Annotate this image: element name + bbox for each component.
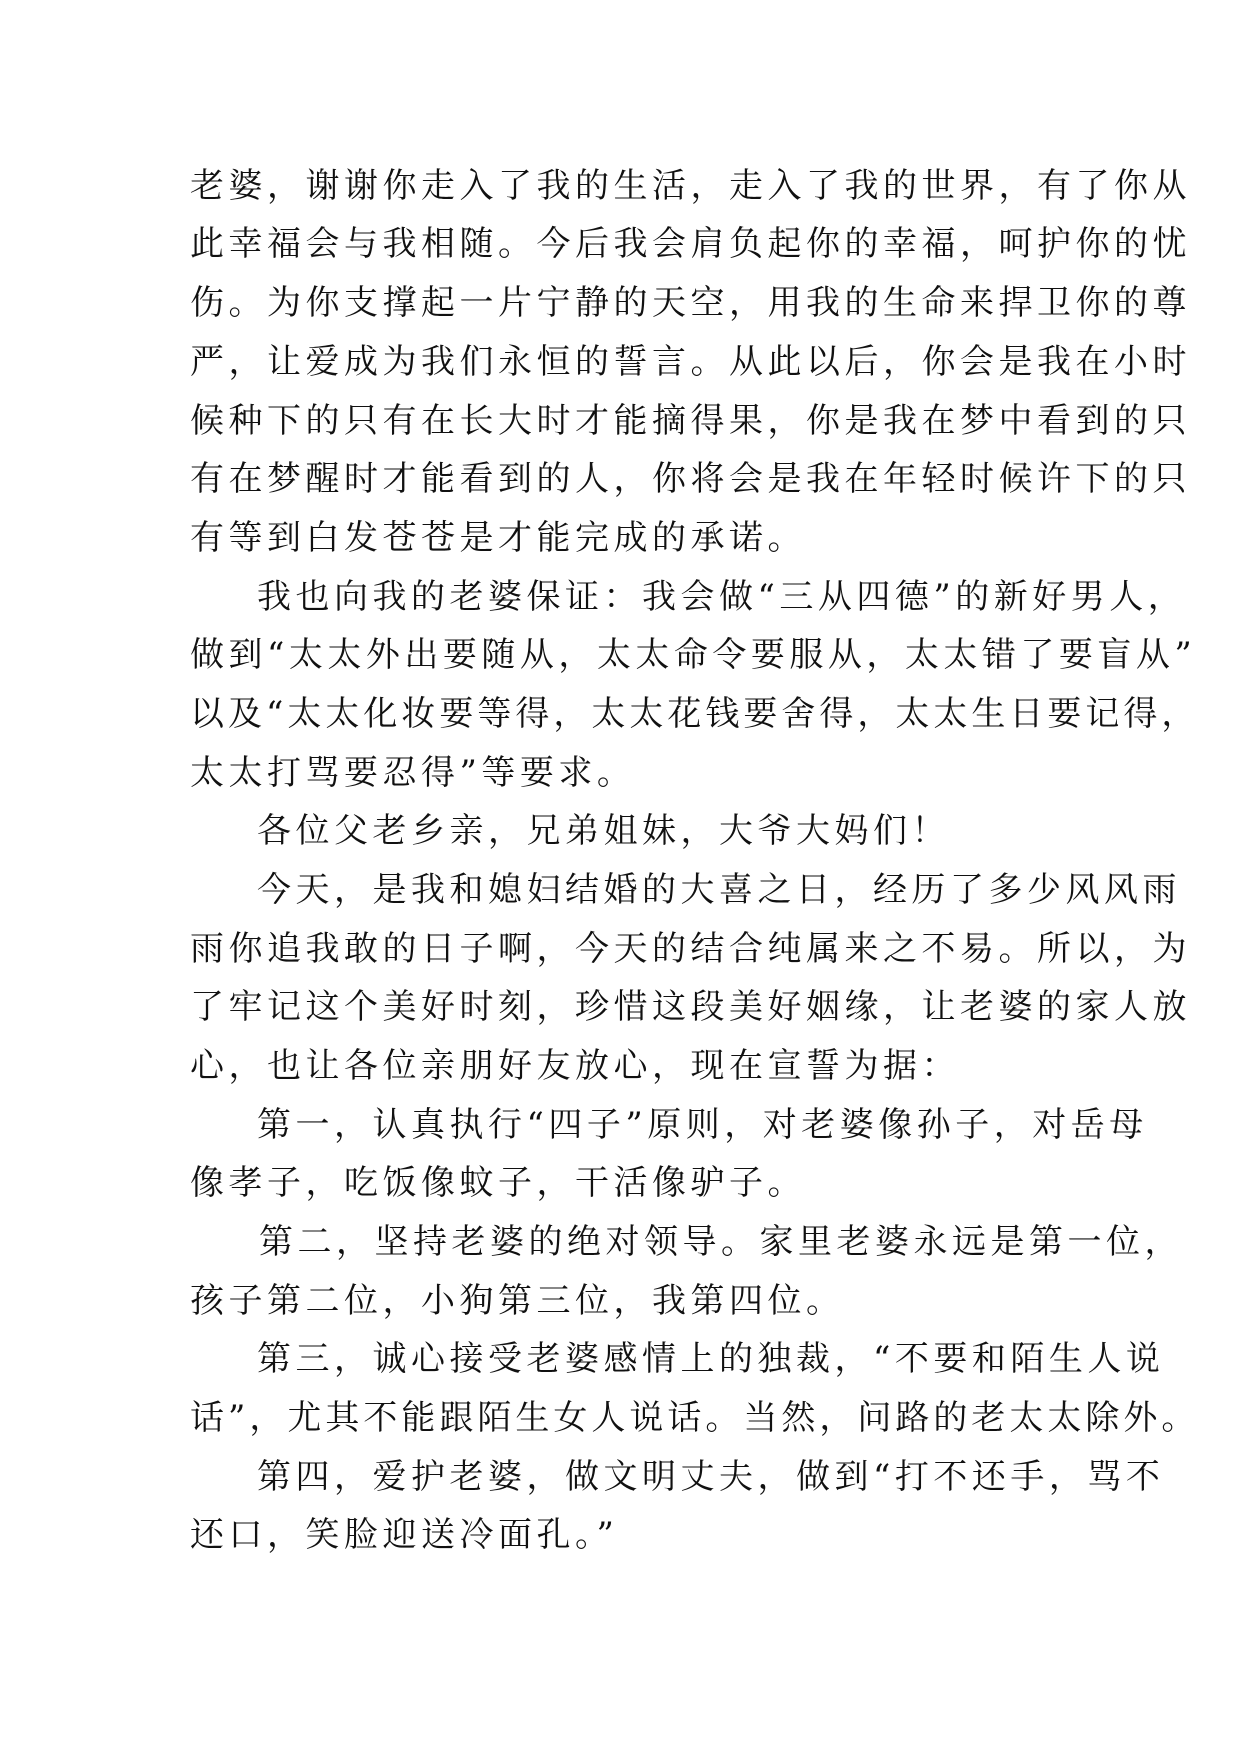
text-line: 做到“太太外出要随从，太太命令要服从，太太错了要盲从” (190, 635, 1197, 675)
text-line: 伤。为你支撑起一片宁静的天空，用我的生命来捍卫你的尊 (190, 283, 1191, 323)
text-line: 此幸福会与我相随。今后我会肩负起你的幸福，呵护你的忧 (190, 224, 1191, 264)
text-line: 各位父老乡亲，兄弟姐妹，大爷大妈们！ (257, 811, 950, 851)
text-line: 我也向我的老婆保证：我会做“三从四德”的新好男人， (257, 577, 1187, 617)
text-line: 第二，坚持老婆的绝对领导。家里老婆永远是第一位， (259, 1222, 1183, 1262)
text-line: 老婆，谢谢你走入了我的生活，走入了我的世界，有了你从 (190, 166, 1191, 206)
text-line: 有等到白发苍苍是才能完成的承诺。 (190, 518, 806, 558)
text-line: 候种下的只有在长大时才能摘得果，你是我在梦中看到的只 (190, 401, 1191, 441)
text-line: 像孝子，吃饭像蚊子，干活像驴子。 (190, 1163, 806, 1203)
text-line: 还口，笑脸迎送冷面孔。” (190, 1515, 619, 1555)
text-line: 了牢记这个美好时刻，珍惜这段美好姻缘，让老婆的家人放 (190, 987, 1191, 1027)
text-line: 孩子第二位，小狗第三位，我第四位。 (190, 1281, 845, 1321)
text-line: 第一，认真执行“四子”原则，对老婆像孙子，对岳母 (257, 1105, 1148, 1145)
text-line: 有在梦醒时才能看到的人，你将会是我在年轻时候许下的只 (190, 459, 1191, 499)
text-line: 今天，是我和媳妇结婚的大喜之日，经历了多少风风雨 (257, 870, 1181, 910)
text-line: 严，让爱成为我们永恒的誓言。从此以后，你会是我在小时 (190, 342, 1191, 382)
text-line: 第三，诚心接受老婆感情上的独裁，“不要和陌生人说 (257, 1339, 1165, 1379)
text-line: 雨你追我敢的日子啊，今天的结合纯属来之不易。所以，为 (190, 929, 1191, 969)
text-line: 第四，爱护老婆，做文明丈夫，做到“打不还手，骂不 (257, 1457, 1165, 1497)
text-line: 话”，尤其不能跟陌生女人说话。当然，问路的老太太除外。 (190, 1398, 1200, 1438)
text-line: 太太打骂要忍得”等要求。 (190, 753, 636, 793)
text-line: 心，也让各位亲朋好友放心，现在宣誓为据： (190, 1046, 960, 1086)
text-line: 以及“太太化妆要等得，太太花钱要舍得，太太生日要记得， (190, 694, 1200, 734)
